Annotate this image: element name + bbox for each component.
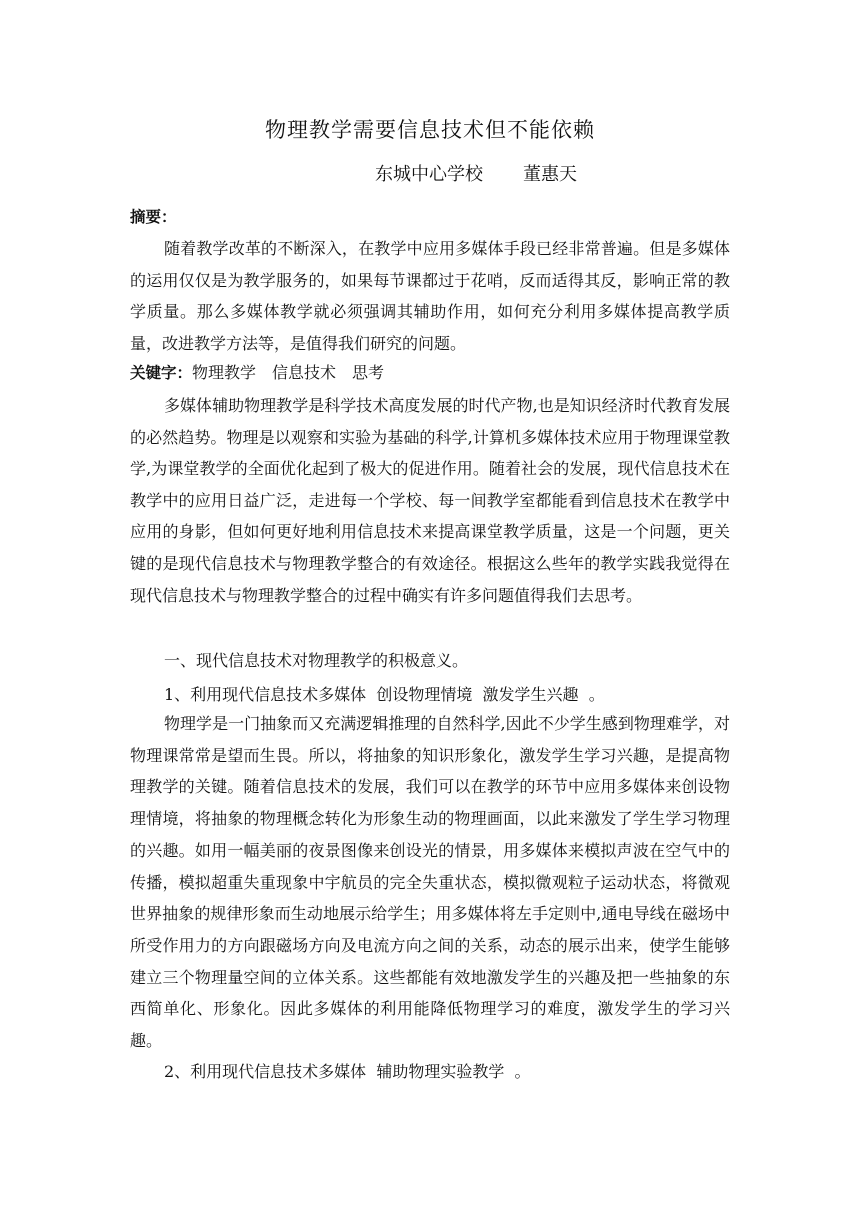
section-heading: 一、现代信息技术对物理教学的积极意义。 (164, 651, 469, 670)
keyword-item: 信息技术 (272, 363, 337, 382)
keyword-item: 物理教学 (192, 363, 257, 382)
keyword-item: 思考 (352, 363, 385, 382)
school-name: 东城中心学校 (375, 164, 483, 185)
author-name: 董惠天 (523, 164, 577, 185)
body-paragraph: 物理学是一门抽象而又充满逻辑推理的自然科学,因此不少学生感到物理难学，对物理课常常是望而生畏。所以，将抽象的知识形象化，激发学生学习兴趣，是提高物理教学的关键。随着信息技术的发展，我们可以在教学的环节中应用多媒体来创设物理情境，将抽象的物理概念转化为形象生动的物理画面，以此来激发了学生学习物理的兴趣。如用一幅美丽的夜景图像来创设光的情景，用多媒体来模拟声波在空气中的传播，模拟超重失重现象中宇航员的完全失重状态，模拟微观粒子运动状态，将微观世界抽象的规律形象而生动地展示给学生；用多媒体将左手定则中,通电导线在磁场中所受作用力的方向跟磁场方向及电流方向之间的关系，动态的展示出来，使学生能够建立三个物理量空间的立体关系。这些都能有效地激发学生的兴趣及把一些抽象的东西简单化、形象化。因此多媒体的利用能降低物理学习的难度，激发学生的学习兴趣。 (130, 714, 730, 1051)
subsection-heading: 1、利用现代信息技术多媒体 创设物理情境 激发学生兴趣 。 (164, 685, 605, 704)
abstract-paragraph: 随着教学改革的不断深入，在教学中应用多媒体手段已经非常普遍。但是多媒体的运用仅仅是为教学服务的，如果每节课都过于花哨，反而适得其反，影响正常的教学质量。那么多媒体教学就必须强调其辅助作用，如何充分利用多媒体提高教学质量，改进教学方法等，是值得我们研究的问题。 (130, 239, 730, 353)
subsection-heading: 2、利用现代信息技术多媒体 辅助物理实验教学 。 (164, 1062, 531, 1081)
keywords-label: 关键字： (130, 364, 193, 382)
byline (375, 160, 577, 186)
document-title: 物理教学需要信息技术但不能依赖 (265, 118, 595, 142)
intro-paragraph: 多媒体辅助物理教学是科学技术高度发展的时代产物,也是知识经济时代教育发展的必然趋势。物理是以观察和实验为基础的科学,计算机多媒体技术应用于物理课堂教学,为课堂教学的全面优化起到了极大的促进作用。随着社会的发展，现代信息技术在教学中的应用日益广泛，走进每一个学校、每一间教学室都能看到信息技术在教学中应用的身影，但如何更好地利用信息技术来提高课堂教学质量，这是一个问题，更关键的是现代信息技术与物理教学整合的有效途径。根据这么些年的教学实践我觉得在现代信息技术与物理教学整合的过程中确实有许多问题值得我们去思考。 (130, 396, 730, 605)
abstract-label: 摘要： (130, 208, 177, 226)
keywords-line (130, 360, 400, 383)
